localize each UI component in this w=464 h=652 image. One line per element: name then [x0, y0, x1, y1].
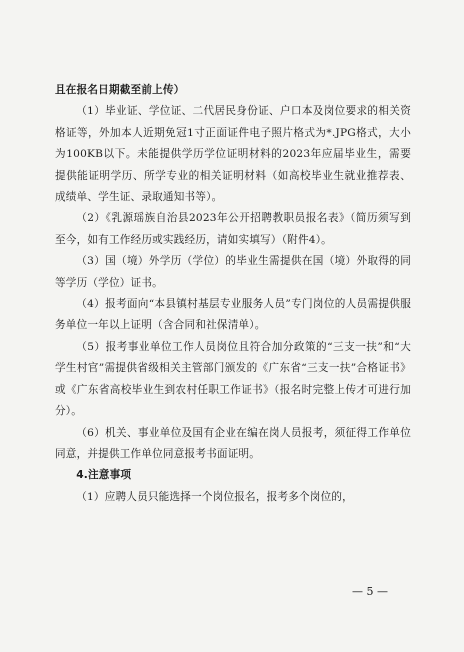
paragraph-item-4: （4）报考面向“本县镇村基层专业服务人员”专门岗位的人员需提供服务单位一年以上证明（含合同和社保清单）。: [55, 298, 411, 332]
paragraph-item-5: （5）报考事业单位工作人员岗位且符合加分政策的“三支一扶”和“大学生村官”需提供省级相关主管部门颁发的《广东省“三支一扶”合格证书》或《广东省高校毕业生到农村任职工作证书》（报名时完整上传才可进行加分）。: [55, 340, 411, 418]
paragraph-item-3: （3）国（境）外学历（学位）的毕业生需提供在国（境）外取得的同等学历（学位）证书。: [55, 255, 411, 289]
paragraph-item-6: （6）机关、事业单位及国有企业在编在岗人员报考，须征得工作单位同意，并提供工作单位同意报考书面证明。: [55, 426, 411, 460]
paragraph-note-1: （1）应聘人员只能选择一个岗位报名，报考多个岗位的，: [76, 490, 353, 503]
section-heading-notes: 4.注意事项: [76, 469, 132, 482]
paragraph-item-2: （2）《乳源瑶族自治县2023年公开招聘教职员报名表》（简历须写到至今，如有工作经历或实践经历，请如实填写）（附件4）。: [55, 212, 411, 246]
paragraph-item-1: （1）毕业证、学位证、二代居民身份证、户口本及岗位要求的相关资格证等，外加本人近期免冠1寸正面证件电子照片格式为*.JPG格式，大小为100KB以下。未能提供学历学位证明材料的2023年应届毕业生，需要提供能证明学历、所学专业的相关证明材料（如高校毕业生就业推荐表、成绩单、学生证、录取通知书等）。: [55, 105, 411, 204]
paragraph-continuation: 且在报名日期截至前上传）: [55, 84, 185, 96]
document-body: [55, 80, 411, 508]
page-number: — 5 —: [352, 585, 388, 598]
